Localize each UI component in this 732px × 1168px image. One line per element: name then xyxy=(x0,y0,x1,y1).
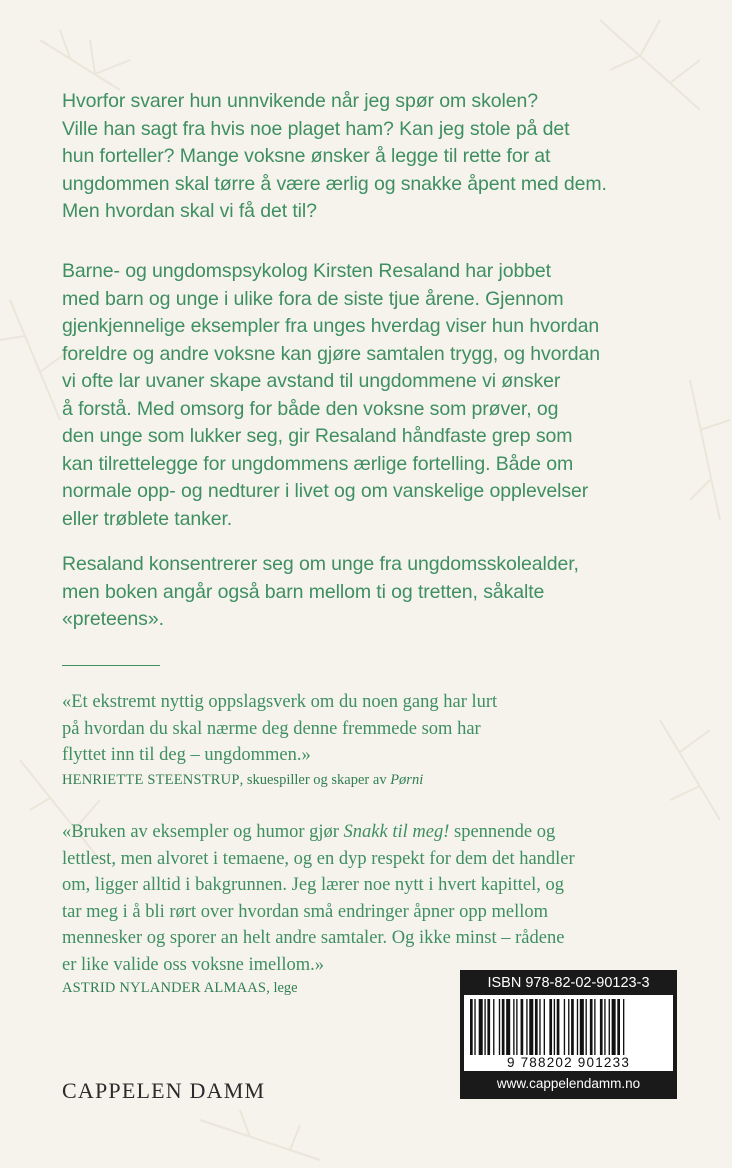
description-paragraph: Barne- og ungdomspsykolog Kirsten Resaland har jobbet med barn og unge i ulike fora de siste tjue årene. Gjennom gjenkjennelige eksempler fra unges hverdag viser hun hvordan foreldre og andre voksne kan gjøre samtalen trygg, og hvordan vi ofte lar uvaner skape avstand til ungdommene vi ønsker å forstå. Med omsorg for både den voksne som prøver, og den unge som lukker seg, gir Resaland håndfaste grep som kan tilrettelegge for ungdommens ærlige fortelling. Både om normale opp- og nedturer i livet og om vanskelige opplevelser eller trøblete tanker. xyxy=(62,260,601,530)
barcode xyxy=(468,999,669,1055)
barcode-bar xyxy=(535,999,538,1055)
barcode-bar xyxy=(586,999,587,1055)
barcode-bar xyxy=(590,999,593,1055)
barcode-area xyxy=(464,995,673,1071)
isbn-label: ISBN 978-82-02-90123-3 xyxy=(487,975,650,991)
publisher-logo: CAPPELEN DAMM xyxy=(62,1078,266,1103)
barcode-bar xyxy=(484,999,485,1055)
barcode-bar xyxy=(600,999,603,1055)
barcode-bar xyxy=(506,999,510,1055)
barcode-bar xyxy=(499,999,500,1055)
barcode-bar xyxy=(539,999,540,1055)
review-quote-1: «Et ekstremt nyttig oppslagsverk om du noen gang har lurt på hvordan du skal nærme deg denne fremmede som har flyttet inn til deg – ungdommen.» xyxy=(62,692,498,765)
barcode-bar xyxy=(609,999,610,1055)
barcode-bar xyxy=(526,999,527,1055)
barcode-digits: 9 788202 901233 xyxy=(506,1055,631,1070)
section-divider xyxy=(62,665,160,666)
barcode-bar xyxy=(577,999,578,1055)
barcode-bar xyxy=(513,999,514,1055)
review-quote-2: «Bruken av eksempler og humor gjør Snakk til meg! spennende og lettlest, men alvoret i temaene, og en dyp respekt for dem det handler om, ligger alltid i bakgrunnen. Jeg lærer noe nytt i hvert kapittel, og tar meg i å bli rørt over hvordan små endringer åpner opp mellom mennesker og sporer an helt andre samtaler. Og ikke minst – rådene er like valide oss voksne imellom.» xyxy=(62,822,575,975)
review-attribution-1: HENRIETTE STEENSTRUP, skuespiller og skaper av Pørni xyxy=(62,772,424,788)
barcode-bar xyxy=(470,999,473,1055)
barcode-bar xyxy=(571,999,574,1055)
barcode-bar xyxy=(564,999,565,1055)
barcode-bar xyxy=(594,999,595,1055)
barcode-bar xyxy=(474,999,475,1055)
barcode-bar xyxy=(580,999,584,1055)
intro-paragraph: Hvorfor svarer hun unnvikende når jeg spør om skolen? Ville han sagt fra hvis noe plaget ham? Kan jeg stole på det hun forteller? Mange voksne ønsker å legge til rette for at ungdommen skal tørre å være ærlig og snakke åpent med dem. Men hvordan skal vi få det til? xyxy=(62,90,607,222)
review-attribution-2: ASTRID NYLANDER ALMAAS, lege xyxy=(62,980,298,996)
barcode-bar xyxy=(568,999,569,1055)
isbn-barcode-box xyxy=(460,970,677,1099)
barcode-bar xyxy=(544,999,545,1055)
barcode-bar xyxy=(521,999,524,1055)
barcode-bar xyxy=(554,999,555,1055)
publisher-url: www.cappelendamm.no xyxy=(496,1076,641,1091)
barcode-bar xyxy=(529,999,533,1055)
barcode-bar xyxy=(549,999,552,1055)
barcode-bar xyxy=(487,999,490,1055)
barcode-bar xyxy=(617,999,620,1055)
barcode-bar xyxy=(557,999,560,1055)
barcode-bar xyxy=(516,999,517,1055)
barcode-bar xyxy=(502,999,505,1055)
audience-paragraph: Resaland konsentrerer seg om unge fra ungdomsskolealder, men boken angår også barn mellom ti og tretten, såkalte «preteens». xyxy=(62,553,579,630)
barcode-bar xyxy=(623,999,624,1055)
barcode-bar xyxy=(493,999,494,1055)
barcode-bar xyxy=(604,999,605,1055)
barcode-bar xyxy=(479,999,483,1055)
barcode-bar xyxy=(612,999,616,1055)
